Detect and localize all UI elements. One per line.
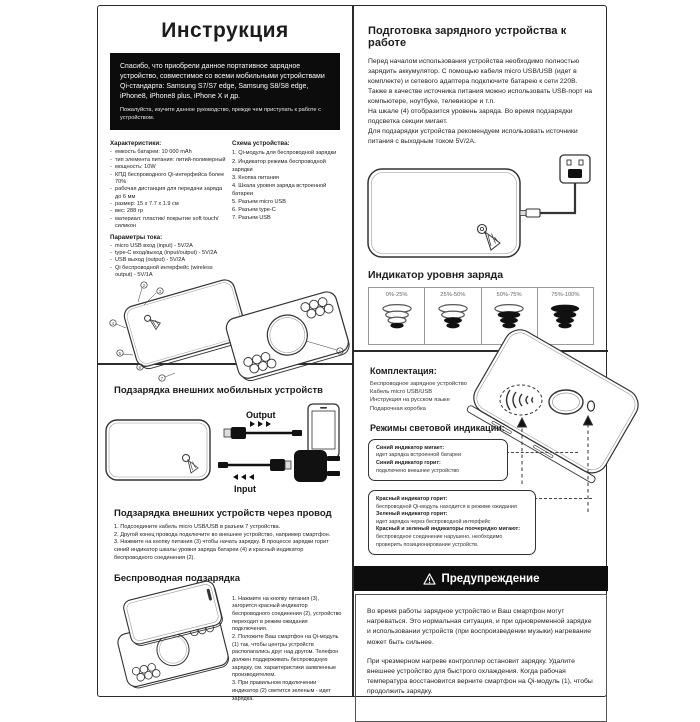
scheme-item: 3. Кнопка питания xyxy=(232,174,279,181)
output-label: Output xyxy=(246,410,276,420)
warning-paragraph: При чрезмерном нагреве контроллер остановит зарядку. Удалите внешнее устройство для быстрого охлаждения. Когда рабочая температура восстановится верните смартфон на Qi-модуль (1), чтобы продолжить зарядку. xyxy=(367,657,593,696)
charge-level-cell: 75%-100% xyxy=(538,288,594,344)
charging-from-outlet-illustration xyxy=(354,151,608,269)
scheme-list xyxy=(232,149,340,222)
warning-icon xyxy=(423,573,436,585)
wired-step: 1. Подсоедините кабель micro USB/USB в разъем 7 устройства. xyxy=(114,524,281,530)
warning-box xyxy=(355,594,607,722)
output-cable xyxy=(224,427,302,439)
cable-charging-illustration xyxy=(98,398,352,498)
charge-level-cell: 0%-25% xyxy=(369,288,425,344)
scheme-item: 4. Шкала уровня заряда встроенной батареи xyxy=(232,182,327,197)
intro-note: Пожалуйста, изучите данное руководство, прежде чем приступать к работе с устройством. xyxy=(120,106,321,121)
warning-banner-label: Предупреждение xyxy=(441,572,540,585)
wireless-step: 3. При правильном подключении индикатор (2) светится зеленым - идет зарядка. xyxy=(232,680,331,702)
section-intro xyxy=(98,6,352,382)
spec-item: - материал: пластик/ покрытие soft touch/силикон xyxy=(110,216,226,231)
warning-paragraph: Во время работы зарядное устройство и Ваш смартфон могут нагреваться. Это нормальная ситуация, и при одновременной зарядке и использовании устройств (при воспроизведении музыки) нагревание может быть сильнее. xyxy=(367,608,592,646)
spec-lists xyxy=(98,137,352,279)
current-params-heading: Параметры тока: xyxy=(110,233,163,241)
preparation-heading: Подготовка зарядного устройства к работе xyxy=(368,25,567,49)
spec-item: - размер: 15 x 7.7 x 1.9 см xyxy=(110,201,226,208)
section-package-warning xyxy=(354,352,608,697)
warning-banner xyxy=(354,566,608,591)
scheme-heading: Схема устройства: xyxy=(232,140,290,148)
svg-text:6: 6 xyxy=(138,365,142,371)
svg-text:5: 5 xyxy=(118,351,122,357)
light-modes-heading: Режимы световой индикации: xyxy=(370,422,505,433)
input-cable xyxy=(218,459,291,471)
param-item: - micro USB вход (input) - 5V/2A xyxy=(110,243,226,250)
specs-list xyxy=(110,149,226,230)
package-item: Беспроводное зарядное устройство xyxy=(370,381,467,387)
package-item: Подарочная коробка xyxy=(370,405,426,412)
charge-level-table xyxy=(368,287,594,345)
scheme-item: 6. Разъем type-C xyxy=(232,207,276,214)
wireless-charging-row xyxy=(106,588,344,704)
section-charging-external xyxy=(98,365,352,702)
blue-indicator-box: Синий индикатор мигает: идет зарядка встроенной батареи Синий индикатор горит: подключено внешнее устройство xyxy=(368,439,508,481)
preparation-body xyxy=(368,57,594,147)
wired-charging-steps xyxy=(114,524,336,563)
phone-icon xyxy=(308,404,339,458)
manual-page xyxy=(97,5,607,702)
spec-item: - мощность: 10W xyxy=(110,164,226,171)
charge-indicator-heading: Индикатор уровня заряда xyxy=(368,269,504,282)
charge-level-cell: 25%-50% xyxy=(425,288,481,344)
connector-line-blue-box xyxy=(506,452,578,453)
input-arrows-icon xyxy=(233,474,254,480)
scheme-item: 1. Qi-модуль для беспроводной зарядки xyxy=(232,150,337,157)
wireless-step: 1. Нажмите на кнопку питания (3), загорится красный индикатор беспроводного соединения (2), устройство переходит в режим ожидания подключения. xyxy=(232,595,342,633)
red-green-indicator-box: Красный индикатор горит: беспроводной Qi-модуль находится в режиме ожидания Зеленый индикатор горит: идет зарядка через беспроводной интерфейс Красный и зеленый индикаторы поочередно мигают: беспроводное соединение нарушено, необходимо проверить позиционирование устройств. xyxy=(368,490,536,555)
external-charging-heading: Подзарядка внешних мобильных устройств xyxy=(114,385,324,396)
spec-item: - рабочая дистанция для передачи заряда до 6 мм xyxy=(110,186,226,201)
svg-text:1: 1 xyxy=(338,349,342,355)
param-item: - type-C вход/выход (input/output) - 5V/2A xyxy=(110,250,226,257)
package-item: Инструкция на русском языке xyxy=(370,397,450,404)
connector-line-red-box xyxy=(534,498,592,499)
wireless-charging-illustration xyxy=(106,588,232,700)
input-label: Input xyxy=(234,484,256,494)
section-preparation xyxy=(354,6,608,350)
wireless-step: 2. Положите Ваш смартфон на Qi-модуль (1) так, чтобы центры устройств располагались друг над другом. Телефон должен поддерживать беспроводную зарядку, см. характеристики заявленные производителем. xyxy=(232,634,339,679)
usb-connector-icon xyxy=(520,209,540,217)
spec-item: - тип элемента питания: литий-полимерный xyxy=(110,157,226,164)
intro-box xyxy=(110,53,340,130)
svg-text:3: 3 xyxy=(158,289,162,295)
intro-text: Спасибо, что приобрели данное портативное зарядное устройство, совместимое со всеми мобильными устройствами Qi-стандарта: Samsung S7/S7 edge, Samsung S8/S8 edge, iPhone8, iPhone8 plus, iPhone X и др. xyxy=(120,63,325,100)
spec-item: - емкость батареи: 10 000 mAh xyxy=(110,149,226,156)
wired-step: 2. Другой конец провода подключите во внешнее устройство, например смартфон. xyxy=(114,531,331,538)
wired-charging-heading: Подзарядка внешних устройств через провод xyxy=(114,508,332,519)
preparation-paragraph: Перед началом использования устройства необходимо полностью зарядить аккумулятор. С помощью кабеля micro USB/USB (идет в комплекте) и сетевого адаптера подключите батарею к сети 220В. Также в качестве источника питания можно использовать USB-порт на компьютере, ноутбуке, телевизоре и т.п. xyxy=(368,58,593,106)
page-title: Инструкция xyxy=(161,19,289,42)
scheme-item: 2. Индикатор режима беспроводной зарядки xyxy=(232,158,326,173)
spec-item: - вес: 288 гр xyxy=(110,208,226,215)
current-params-list xyxy=(110,243,226,280)
wall-outlet-icon xyxy=(560,155,590,183)
charge-level-icon-4 xyxy=(546,302,584,334)
param-item: - USB выход (output) - 5V/2A xyxy=(110,257,226,264)
charge-level-icon-2 xyxy=(434,302,472,334)
package-item: Кабель micro USB/USB xyxy=(370,389,433,396)
param-item: - Qi беспроводной интерфейс (wireless output) - 5V/1A xyxy=(110,265,226,280)
wireless-charging-heading: Беспроводная подзарядка xyxy=(114,572,240,584)
preparation-paragraph: На шкале (4) отобразится уровень заряда. Во время подзарядки подсветка секции мигает. xyxy=(368,108,573,126)
scheme-item: 5. Разъем micro USB xyxy=(232,199,286,206)
charge-level-icon-1 xyxy=(378,302,416,334)
preparation-paragraph: Для подзарядки устройства рекомендуем использовать источники питания с выходным током 5V/2A. xyxy=(368,128,578,146)
svg-text:7: 7 xyxy=(160,376,164,382)
specs-heading: Характеристики: xyxy=(110,140,162,148)
spec-item: - КПД беспроводного Qi-интерфейса более 70% xyxy=(110,172,226,187)
scheme-item: 7. Разъем USB xyxy=(232,215,271,222)
package-heading: Комплектация: xyxy=(370,366,437,376)
output-arrows-icon xyxy=(250,421,271,427)
svg-text:4: 4 xyxy=(111,321,115,327)
svg-text:2: 2 xyxy=(142,283,146,289)
charge-level-cell: 50%-75% xyxy=(482,288,538,344)
wired-step: 3. Нажмите на кнопку питания (3) чтобы начать зарядку. В процессе зарядки горит синий индикатор шкалы уровня заряда батареи (4) и красный индикатор беспроводного соединения (2). xyxy=(114,539,329,561)
wireless-charging-steps xyxy=(232,588,344,704)
